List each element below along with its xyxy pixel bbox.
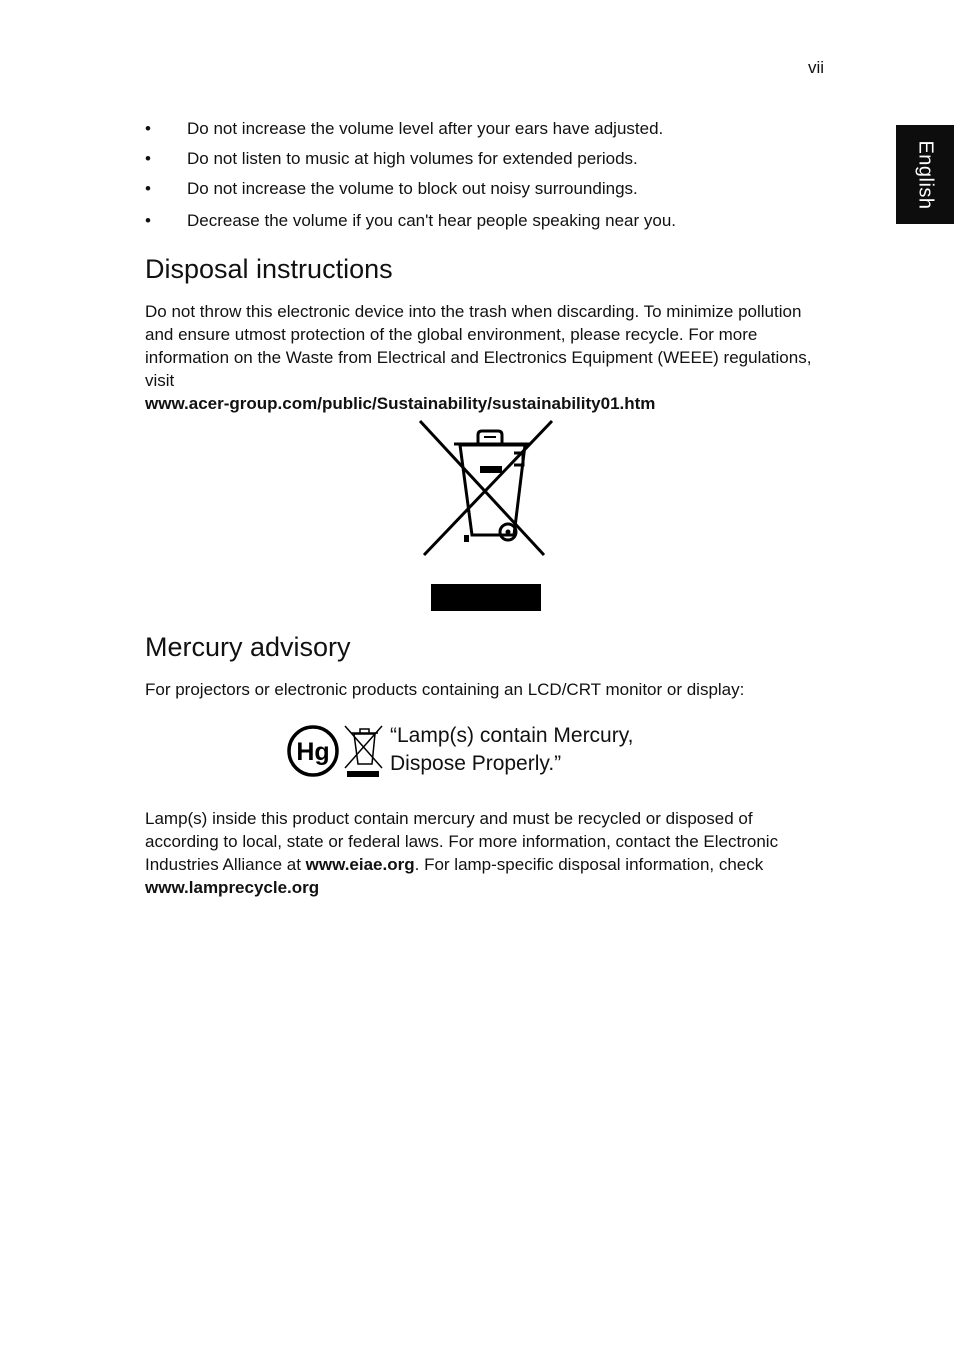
mercury-paragraph [145,807,830,899]
bullet-marker: • [145,179,151,198]
mercury-body-part1: Lamp(s) inside this product contain mercury and must be recycled or disposed of according to local, state or federal laws. For more information, contact the Electronic Industries Alliance at [145,809,779,874]
language-tab [896,125,954,224]
list-item-text: Do not increase the volume level after your ears have adjusted. [187,119,664,138]
list-item-text: Do not listen to music at high volumes for extended periods. [187,149,638,168]
lamp-mercury-caption [390,722,634,778]
mercury-heading: Mercury advisory [145,632,351,662]
mercury-intro: For projectors or electronic products containing an LCD/CRT monitor or display: [145,680,745,699]
page-number: vii [808,58,825,77]
mercury-hg-icon [284,722,384,782]
list-item [145,148,845,170]
eiae-link[interactable]: www.eiae.org [305,855,415,874]
hg-symbol-text: Hg [296,738,330,766]
list-item-text: Decrease the volume if you can't hear people speaking near you. [187,211,676,230]
hearing-safety-list [145,118,845,232]
list-item-text: Do not increase the volume to block out noisy surroundings. [187,179,638,198]
disposal-body: Do not throw this electronic device into the trash when discarding. To minimize pollution and ensure utmost protection of the global environment, please recycle. For more information on the Waste from Electrical and Electronics Equipment (WEEE) regulations, visit [145,302,812,390]
caption-line: Dispose Properly.” [390,752,562,775]
lamprecycle-link[interactable]: www.lamprecycle.org [145,878,320,897]
disposal-heading: Disposal instructions [145,254,393,284]
bullet-marker: • [145,119,151,138]
list-item [145,178,845,200]
disposal-paragraph [145,300,830,415]
language-tab-label: English [914,139,937,210]
bullet-marker: • [145,211,151,230]
caption-line: “Lamp(s) contain Mercury, [390,724,634,747]
weee-link[interactable]: www.acer-group.com/public/Sustainability/sustainability01.htm [145,394,656,413]
list-item [145,210,845,232]
mercury-body-part2: . For lamp-specific disposal information, check [414,855,764,874]
list-item [145,118,845,140]
bullet-marker: • [145,149,151,168]
weee-marking-bar [431,584,541,611]
crossed-out-wheelie-bin-icon [414,417,554,562]
